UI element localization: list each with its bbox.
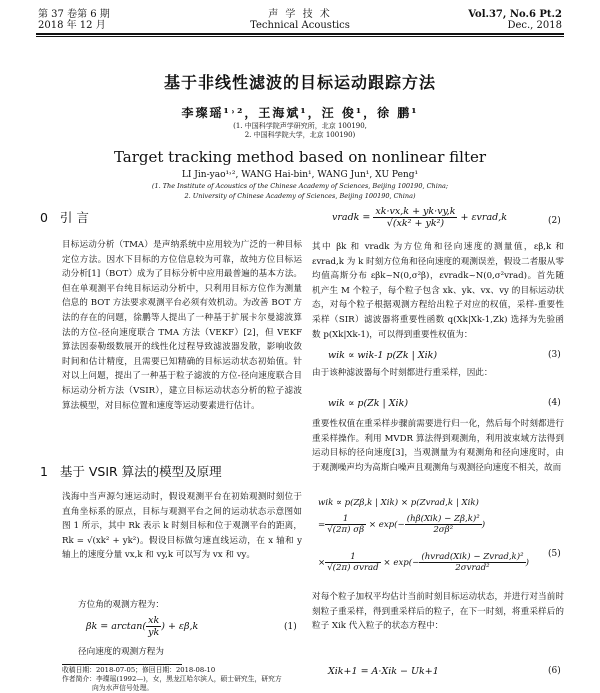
right-paragraph-3: 重要性权值在重采样步骤前需要进行归一化，然后每个时刻都进行重采样操作。利用 MVDR 算法得到观测角，利用波束域方法得到运动目标的径向速度[3]，当观测量为有观测角和径向速度时，由于观测噪声均为高斯白噪声且观测角与观测径向速度不相关，故而 [312,419,564,473]
affiliation-en-2: 2. University of Chinese Academy of Sciences, Beijing 100190, China) [184,192,416,200]
equation-2-tag: (2) [548,216,561,226]
equation-1-tag: (1) [284,622,297,632]
sec1-after2-text: 径向速度的观测方程为 [78,647,164,657]
equation-5-line-3: × $\frac{1}{\text{√(2π) σvrad}}$ × exp(− $\frac{\text{(hvrad(Xik) − Zvrad,k)²}}{\text{2σvrad²}}$ ) [318,552,529,573]
footnote-2: 作者简介：李璨瑶(1992—)，女，黑龙江哈尔滨人，硕士研究生，研究方 [62,675,282,683]
equation-1: βk = arctan( $\frac{xk}{yk}$ ) + εβ,k [86,615,199,638]
right-paragraph-1: 其中 βk 和 vradk 为方位角和径向速度的测量值，εβ,k 和 εvrad,k 为 k 时刻方位角和径向速度的观测误差，假设二者服从零均值高斯分布 εβk~N(0,σ²β)，εvradk~N(0,σ²vrad)。首先随机产生 M 个粒子，每个粒子包含 xk、yk、vx、vy 的目标运动状态，对每个粒子根据观测方程给出粒子对应的权值，采样-重要性采样（SIR）滤波器将重要性函数 q(Xk|Xk-1,Zk) 选择为先验函数 p(Xk|Xk-1)，可以得到重要性权值为： [312,242,564,340]
paper-title-en: Target tracking method based on nonlinear filter [113,148,487,166]
intro-paragraph: 目标运动分析（TMA）是声纳系统中应用较为广泛的一种目标定位方法。因水下目标的方位信息较为可靠，故纯方位目标运动分析[1]（BOT）成为了目标分析中应用最普遍的基本方法。但在单观测平台纯目标运动分析中，只利用目标方位作为测量信息的 BOT 方法要求观测平台必须有效机动。为改善 BOT 方法的存在的问题，徐鹏等人提出了一种基于扩展卡尔曼滤波算法的方位-径向速度联合 TMA 方法（VEKF）[2]，但 VEKF 算法因泰勒级数展开的线性化过程导致滤波器发散，影响收敛时间和估计精度，且需要已知精确的目标运动状态初始值。针对以上问题，提出了一种基于粒子滤波的方位-径向速度联合目标运动分析方法（VSIR），建立目标运动状态分析的粒子滤波算法模型，对目标位置和速度等运动要素进行估计。 [62,240,302,411]
equation-5-line-2: = $\frac{1}{√(2\pi) \sigma\beta}$ × exp(− $\frac{\text{(hβ(Xik) − Zβ,k)²}}{\text{2σβ²}}$ ) [318,514,486,535]
affiliation-en-1: (1. The Institute of Acoustics of the Chinese Academy of Sciences, Beijing 100190, China; [151,182,449,190]
affiliation-cn-2: 2. 中国科学院大学，北京 100190) [244,131,356,139]
equation-3-tag: (3) [548,350,561,360]
right-paragraph-2: 由于该种滤波器每个时刻都进行重采样，因此： [312,368,493,378]
equation-4-tag: (4) [548,398,561,408]
journal-volume-cn: 第 37 卷第 6 期 [38,9,110,20]
authors-en: LI Jin-yao¹˒², WANG Hai-bin¹, WANG Jun¹, XU Peng¹ [181,170,419,180]
footnote-3: 向为水声信号处理。 [92,684,154,692]
sec1-paragraph: 浅海中当声源匀速运动时，假设观测平台在初始观测时刻位于直角坐标系的原点，目标与观测平台之间的运动状态示意图如图 1 所示，其中 Rk 表示 k 时刻目标和位于观测平台的距离，Rk = √(xk² + yk²)。假设目标做匀速直线运动，在 x 轴和 y 轴上的速度分量 vx,k 和 vy,k 可以写为 vx 和 vy。 [62,492,302,561]
header-rule [36,33,564,35]
journal-name-cn: 声 学 技 术 [268,9,332,20]
equation-6-tag: (6) [548,666,561,676]
footnote-rule [62,664,182,665]
paper-title-cn: 基于非线性滤波的目标运动跟踪方法 [163,73,436,92]
section-1-heading [40,462,222,480]
section-1-number: 1 [40,464,48,479]
journal-date-en: Dec., 2018 [507,20,562,31]
footnote-1: 收稿日期：2018-07-05；修回日期：2018-08-10 [62,666,216,674]
section-0-number: 0 [40,210,48,225]
header-rule-thin [36,36,564,37]
journal-name-en: Technical Acoustics [250,20,350,31]
equation-6: Xik+1 = A·Xik − Uk+1 [328,666,439,677]
equation-4: wik ∝ p(Zk | Xik) [328,398,409,409]
journal-date-cn: 2018 年 12 月 [38,20,106,31]
section-1-title: 基于 VSIR 算法的模型及原理 [59,464,222,479]
equation-5 [318,498,558,590]
section-0-heading [40,208,89,226]
affiliation-cn-1: (1. 中国科学院声学研究所，北京 100190, [233,122,367,130]
equation-2: vradk = $\frac{xk\cdot vx,k + yk\cdot vy,k}{\text{√(xk² + yk²)}}$ + εvrad,k [332,206,507,229]
equation-5-line-1: wik ∝ p(Zβ,k | Xik) × p(Zvrad,k | Xik) [318,498,479,508]
journal-volume-en: Vol.37, No.6 Pt.2 [468,9,562,20]
section-0-title: 引 言 [59,210,89,225]
sec1-after-text: 方位角的观测方程为： [78,600,164,610]
right-paragraph-4: 对每个粒子加权平均估计当前时刻目标运动状态，并进行对当前时刻粒子重采样，得到重采样后的粒子，在下一时刻，将重采样后的粒子 Xik 代入粒子的状态方程中： [312,592,564,632]
authors-cn: 李璨瑶¹˒²，王海斌¹，汪 俊¹，徐 鹏¹ [181,106,419,120]
equation-3: wik ∝ wik-1 p(Zk | Xik) [328,350,438,361]
equation-5-tag: (5) [548,549,561,559]
